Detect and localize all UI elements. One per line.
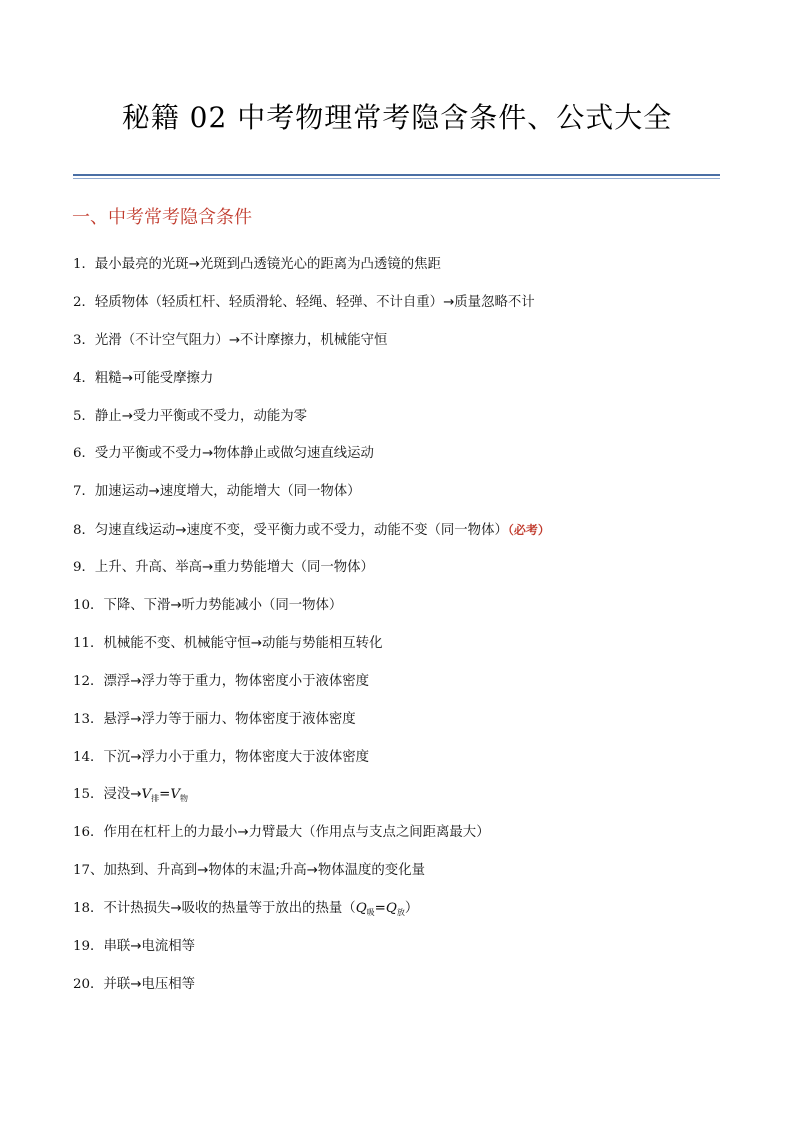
item-text: 光滑（不计空气阻力）→不计摩擦力，机械能守恒: [94, 332, 388, 348]
item-number: 16．: [73, 825, 104, 841]
item-text: 悬浮→浮力等于丽力、物体密度于液体密度: [103, 711, 356, 727]
item-number: 9．: [73, 560, 95, 576]
item-text: 不计热损失→吸收的热量等于放出的热量（: [103, 901, 356, 917]
list-item: [73, 709, 550, 747]
item-text: 最小最亮的光斑→光斑到凸透镜光心的距离为凸透镜的焦距: [94, 257, 441, 272]
item-number: 11．: [73, 635, 104, 651]
item-text: 粗糙→可能受摩擦力: [94, 370, 214, 386]
item-text: 下降、下滑→听力势能减小（同一物体）: [103, 598, 343, 614]
title-divider: [73, 174, 720, 179]
item-number: 19．: [73, 939, 104, 955]
item-number: 8．: [73, 523, 95, 539]
list-item: [73, 519, 550, 557]
item-number: 10．: [73, 598, 104, 614]
item-text: 作用在杠杆上的力最小→力臂最大（作用点与支点之间距离最大）: [103, 825, 490, 841]
item-text: 并联→电压相等: [103, 976, 196, 992]
list-item: [73, 595, 550, 633]
list-item: [73, 671, 550, 709]
item-number: 5．: [73, 408, 95, 424]
list-item: [73, 292, 550, 330]
list-item: [73, 481, 550, 519]
item-text: 上升、升高、举高→重力势能增大（同一物体）: [94, 560, 374, 576]
list-item: [73, 898, 550, 936]
list-item: [73, 254, 550, 292]
volume-symbol: V: [170, 787, 181, 803]
item-number: 17、: [73, 863, 104, 879]
equals-sign: =: [159, 787, 171, 803]
list-item: [73, 860, 550, 898]
item-text: 静止→受力平衡或不受力，动能为零: [94, 408, 307, 424]
item-number: 14．: [73, 749, 104, 765]
section-heading: 一、中考常考隐含条件: [72, 207, 252, 228]
item-number: 7．: [73, 484, 95, 500]
item-number: 4．: [73, 370, 95, 386]
list-item: [73, 974, 550, 1012]
item-text: 轻质物体（轻质杠杆、轻质滑轮、轻绳、轻弹、不计自重）→质量忽略不计: [94, 294, 535, 310]
absorbed-subscript: 吸: [366, 908, 375, 918]
list-item: [73, 406, 550, 444]
object-subscript: 物: [180, 794, 189, 804]
item-text: 加热到、升高到→物体的末温;升高→物体温度的变化量: [103, 863, 425, 879]
released-subscript: 放: [396, 908, 405, 918]
heat-symbol: Q: [355, 901, 367, 917]
list-item: [73, 443, 550, 481]
page-title: 秘籍 02 中考物理常考隐含条件、公式大全: [121, 101, 673, 134]
item-text: 漂浮→浮力等于重力，物体密度小于液体密度: [103, 673, 370, 689]
item-number: 13．: [73, 711, 104, 727]
heat-symbol: Q: [385, 901, 397, 917]
displaced-subscript: 排: [151, 794, 160, 804]
item-number: 1．: [73, 257, 95, 272]
equals-sign: =: [374, 901, 386, 917]
item-number: 3．: [73, 332, 95, 348]
item-text: 加速运动→速度增大，动能增大（同一物体）: [94, 484, 361, 500]
list-item: [73, 330, 550, 368]
list-item: [73, 368, 550, 406]
list-item: [73, 784, 550, 822]
item-text: 下沉→浮力小于重力，物体密度大于波体密度: [103, 749, 370, 765]
item-number: 2．: [73, 294, 95, 310]
item-number: 12．: [73, 673, 104, 689]
closing-paren: ）: [404, 901, 419, 917]
item-text: 受力平衡或不受力→物体静止或做匀速直线运动: [94, 446, 374, 462]
item-number: 18．: [73, 901, 104, 917]
must-test-note: （必考）: [507, 523, 550, 538]
item-text: 匀速直线运动→速度不变，受平衡力或不受力，动能不变（同一物体）: [94, 523, 508, 539]
list-item: [73, 747, 550, 785]
item-number: 15．: [73, 787, 104, 803]
volume-symbol: V: [141, 787, 152, 803]
list-item: [73, 822, 550, 860]
list-item: [73, 936, 550, 974]
item-text: 机械能不变、机械能守恒→动能与势能相互转化: [103, 635, 383, 651]
list-item: [73, 633, 550, 671]
item-text: 浸没→: [103, 787, 142, 803]
list-item: [73, 557, 550, 595]
conditions-list: [73, 254, 550, 1012]
item-number: 6．: [73, 446, 95, 462]
item-number: 20．: [73, 976, 104, 992]
item-text: 串联→电流相等: [103, 939, 196, 955]
